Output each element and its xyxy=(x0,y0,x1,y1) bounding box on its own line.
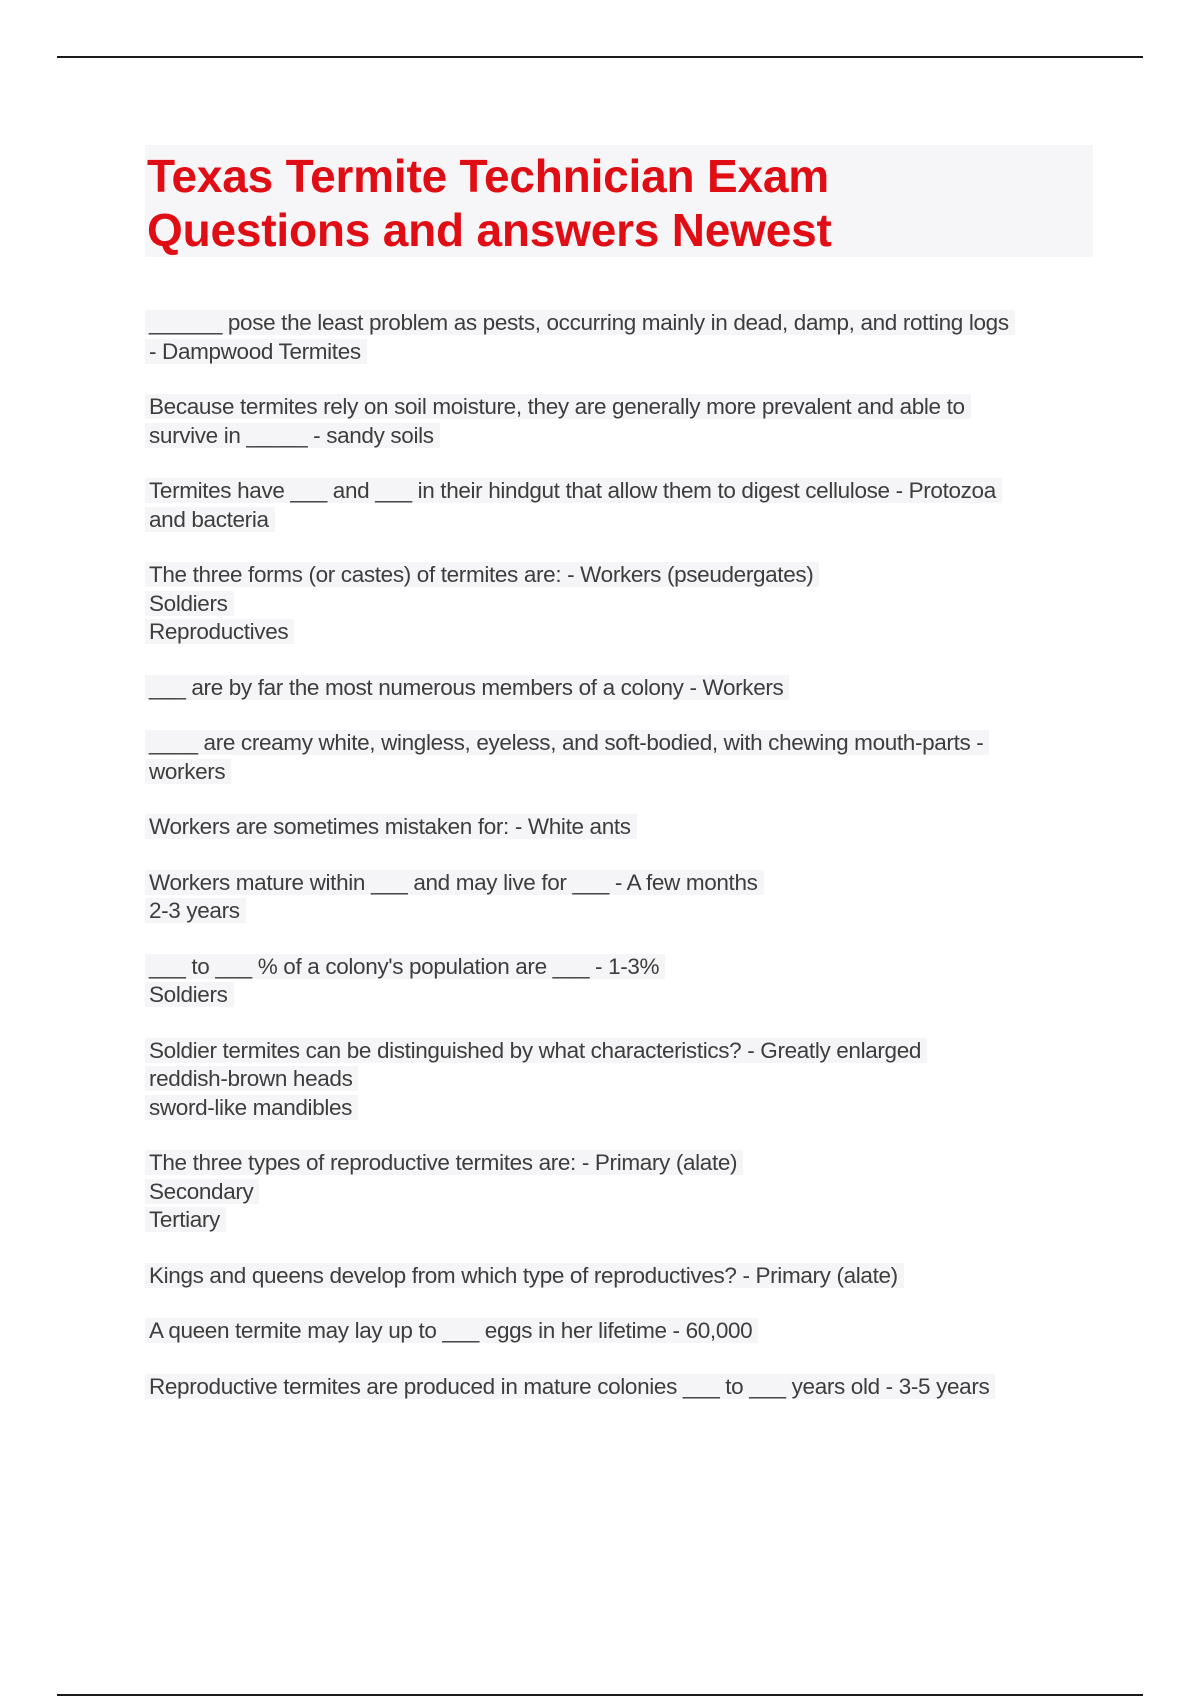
qa-item xyxy=(145,953,1095,1010)
qa-answer-line xyxy=(145,590,1095,619)
qa-item xyxy=(145,393,1095,450)
qa-question-line xyxy=(145,813,1095,842)
qa-text: survive in _____ - sandy soils xyxy=(145,423,440,448)
qa-answer-line xyxy=(145,338,1095,367)
qa-text: ____ are creamy white, wingless, eyeless, and soft-bodied, with chewing mouth-parts - xyxy=(145,730,989,755)
document-title xyxy=(147,149,1093,257)
document-title-line-1: Texas Termite Technician Exam xyxy=(147,150,829,202)
document-title-line-2: Questions and answers Newest xyxy=(147,204,832,256)
qa-text: - Dampwood Termites xyxy=(145,339,367,364)
qa-item xyxy=(145,477,1095,534)
qa-item xyxy=(145,309,1095,366)
qa-question-line xyxy=(145,1262,1095,1291)
qa-text: ______ pose the least problem as pests, occurring mainly in dead, damp, and rotting logs xyxy=(145,310,1015,335)
qa-question-line xyxy=(145,869,1095,898)
qa-answer-line xyxy=(145,422,1095,451)
qa-answer-line xyxy=(145,1094,1095,1123)
qa-question-line xyxy=(145,1373,1095,1402)
qa-text: Soldier termites can be distinguished by what characteristics? - Greatly enlarged xyxy=(145,1038,927,1063)
qa-question-line xyxy=(145,729,1095,758)
qa-text: reddish-brown heads xyxy=(145,1066,358,1091)
qa-text: ___ to ___ % of a colony's population are ___ - 1-3% xyxy=(145,954,665,979)
qa-text: Workers are sometimes mistaken for: - White ants xyxy=(145,814,637,839)
qa-item xyxy=(145,869,1095,926)
qa-question-line xyxy=(145,1149,1095,1178)
qa-text: 2-3 years xyxy=(145,898,246,923)
qa-text: The three types of reproductive termites are: - Primary (alate) xyxy=(145,1150,743,1175)
question-answer-list xyxy=(145,309,1095,1428)
qa-item xyxy=(145,813,1095,842)
qa-question-line xyxy=(145,561,1095,590)
qa-question-line xyxy=(145,674,1095,703)
qa-question-line xyxy=(145,1317,1095,1346)
qa-answer-line xyxy=(145,897,1095,926)
qa-question-line xyxy=(145,1037,1095,1066)
qa-question-line xyxy=(145,477,1095,506)
qa-answer-line xyxy=(145,1065,1095,1094)
header-rule xyxy=(57,56,1143,58)
qa-question-line xyxy=(145,309,1095,338)
qa-answer-line xyxy=(145,1206,1095,1235)
qa-text: ___ are by far the most numerous members of a colony - Workers xyxy=(145,675,789,700)
qa-text: A queen termite may lay up to ___ eggs in her lifetime - 60,000 xyxy=(145,1318,758,1343)
qa-answer-line xyxy=(145,506,1095,535)
qa-text: Soldiers xyxy=(145,982,234,1007)
qa-text: Termites have ___ and ___ in their hindgut that allow them to digest cellulose - Protozoa xyxy=(145,478,1002,503)
qa-item xyxy=(145,1149,1095,1235)
qa-text: Soldiers xyxy=(145,591,234,616)
footer-rule xyxy=(57,1694,1143,1696)
qa-text: Secondary xyxy=(145,1179,259,1204)
qa-item xyxy=(145,1262,1095,1291)
qa-answer-line xyxy=(145,758,1095,787)
qa-item xyxy=(145,1373,1095,1402)
qa-question-line xyxy=(145,953,1095,982)
qa-item xyxy=(145,729,1095,786)
document-title-block xyxy=(145,145,1093,257)
qa-text: sword-like mandibles xyxy=(145,1095,358,1120)
qa-text: Workers mature within ___ and may live for ___ - A few months xyxy=(145,870,764,895)
qa-question-line xyxy=(145,393,1095,422)
qa-text: Reproductive termites are produced in mature colonies ___ to ___ years old - 3-5 years xyxy=(145,1374,995,1399)
qa-item xyxy=(145,1037,1095,1123)
qa-text: and bacteria xyxy=(145,507,275,532)
qa-text: workers xyxy=(145,759,231,784)
qa-text: The three forms (or castes) of termites are: - Workers (pseudergates) xyxy=(145,562,819,587)
qa-answer-line xyxy=(145,618,1095,647)
qa-item xyxy=(145,1317,1095,1346)
qa-text: Reproductives xyxy=(145,619,294,644)
qa-answer-line xyxy=(145,981,1095,1010)
qa-item xyxy=(145,674,1095,703)
qa-text: Kings and queens develop from which type of reproductives? - Primary (alate) xyxy=(145,1263,904,1288)
qa-text: Because termites rely on soil moisture, they are generally more prevalent and able to xyxy=(145,394,971,419)
qa-answer-line xyxy=(145,1178,1095,1207)
qa-item xyxy=(145,561,1095,647)
qa-text: Tertiary xyxy=(145,1207,226,1232)
